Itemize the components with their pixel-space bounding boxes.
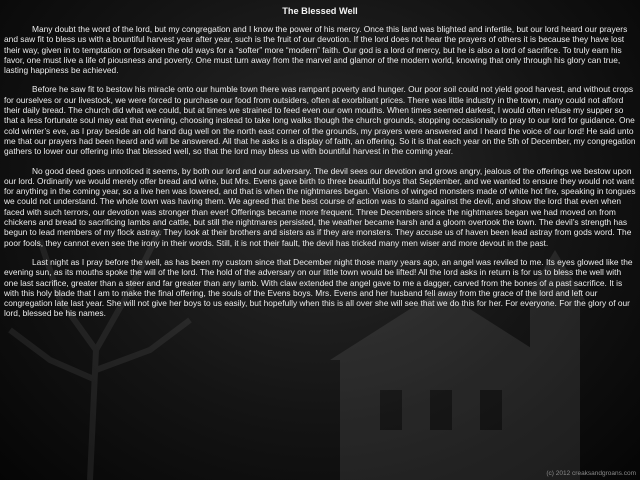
story-paragraph-2: Before he saw fit to bestow his miracle onto our humble town there was rampant poverty and hunger. Our poor soil could not yield good harvest, and without crops for ourselves or our livestock, we were forced to purchase our food from outsiders, often at exorbitant prices. There was little industry in the town, many could not afford their daily bread. The church did what we could, but at times we strained to feed even our own mouths. When times seemed darkest, I would often refuse my supper so that a less fortunate soul may eat that evening, choosing instead to take long walks though the church grounds, stopping occasionally to pray to our lord for guidance. One cold winter’s eve, as I pray beside an old hand dug well on the north east corner of the grounds, my prayers were answered and I heard the voice of our lord! He said unto me that our prayers had been heard and will be answered. All that he asks is a display of faith, an offering. So it is that each year on the 5th of December, my congregation gathers to lower our offering into that blessed well, so that the lord may bless us with bountiful harvest in the coming year.	[4, 84, 636, 157]
copyright-notice: (c) 2012 creaksandgroans.com	[546, 470, 636, 477]
story-paragraph-4: Last night as I pray before the well, as has been my custom since that December night those many years ago, an angel was reviled to me. Its eyes glowed like the evening sun, as its mouths spoke the will of the lord. The hold of the adversary on our little town would be lifted! All the lord asks in return is for us to bless the well with one last sacrifice, greater than a steer and far greater than any lamb. With claw extended the angel gave to me a dagger, carved from the bones of a past sacrifice. It is with this holy blade that I am to make the final offering, the souls of the Evens boys. Mrs. Evens and her husband fell away from the grace of the lord and left our congregation late last year. She will not give her boys to us easily, but hopefully when this is all over she will see that we do this for her. For everyone. For the glory of our lord, blessed be his names.	[4, 256, 633, 319]
story-paragraph-3: No good deed goes unnoticed it seems, by both our lord and our adversary. The devil sees our devotion and grows angry, jealous of the offerings we bestow upon our lord. Ordinarily we would merely offer bread and wine, but Mrs. Evens gave birth to three beautiful boys that September, and we wanted to ensure they would not want for anything in the coming year, so a live hen was lowered, and that is when the nightmares began. Visions of winged monsters made of white hot fire, speaking in tongues we could not understand. The whole town was having them. We agreed that the best course of action was to stand against the devil, and show the lord that even when faced with such terrors, our devotion was stronger than ever! Offerings became more frequent. Three Decembers since the nightmares began we had moved on from chickens and bread to sacrificing lambs and cattle, but still the nightmares persisted, the weather became harsh and a gloom overtook the town. The devil’s strength has begun to lead members of my flock astray. They look at their brothers and sisters as if they are monsters. They accuse us of haven been lead astray from gods word. The poor fools, they cannot even see the irony in their words. Still, it is not their fault, the devil has tricked many men wiser and more devout in the past.	[4, 165, 636, 248]
story-title: The Blessed Well	[282, 6, 358, 16]
story-text	[4, 6, 636, 328]
story-paragraph-1: Many doubt the word of the lord, but my congregation and I know the power of his mercy. Once this land was blighted and infertile, but our lord heard our prayers and saw fit to bless us with a bountiful harvest year after year, such is the fruit of our devotion. If the lord does not hear the prayers of others it is because they have lost their way, given in to temptation or forsaken the old ways for a “softer” more “modern” faith. Our god is a lord of mercy, but he is also a lord of sacrifice. To truly earn his favor, one must live a life of piousness and poverty. One must turn away from the marvel and glamor of the modern world, knowing that only through his glory can true, lasting happiness be achieved.	[4, 24, 628, 76]
